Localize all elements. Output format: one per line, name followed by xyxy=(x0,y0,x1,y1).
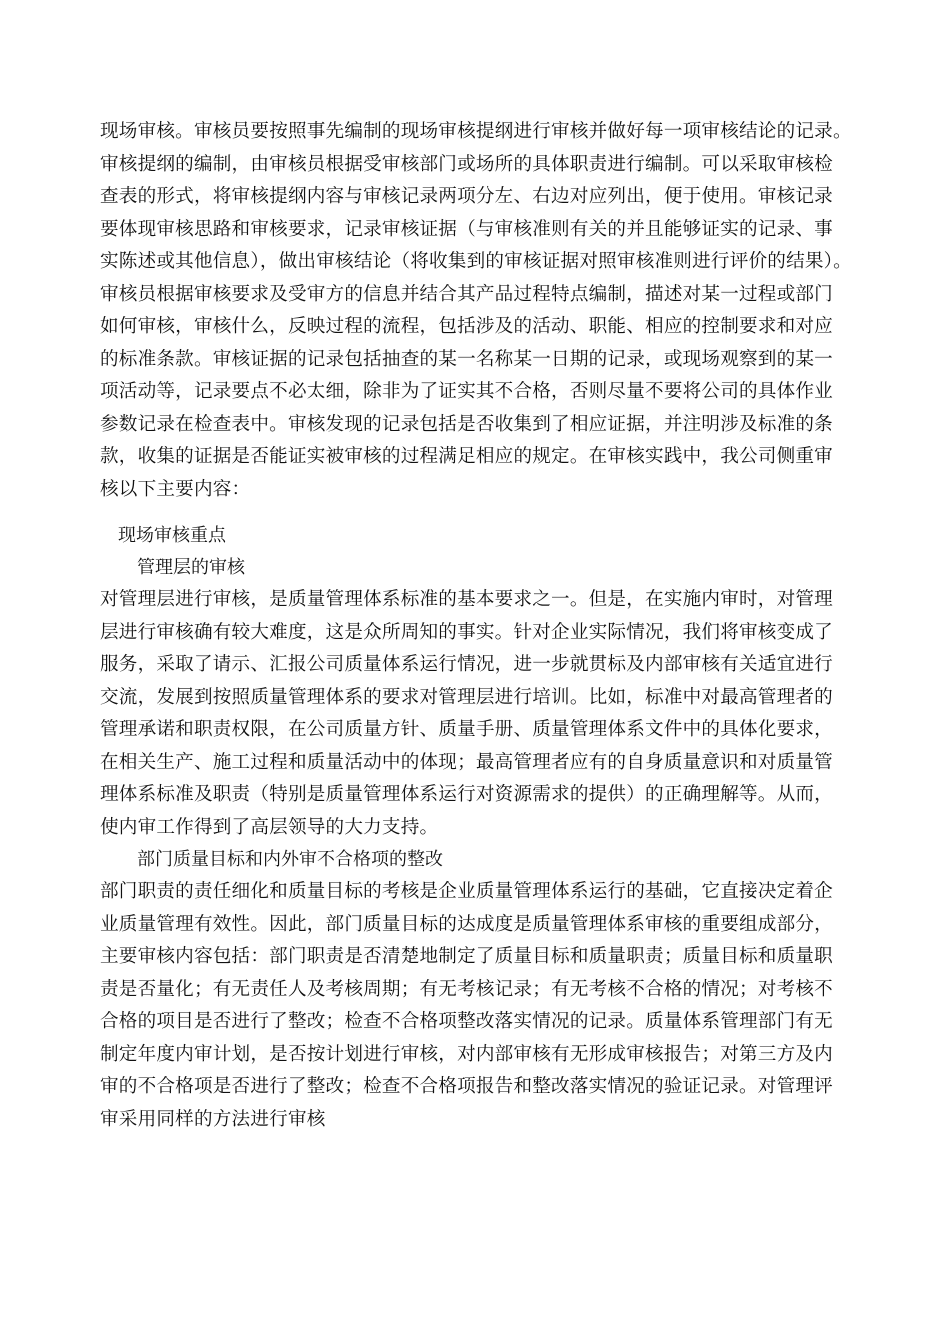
document-page xyxy=(100,116,860,1136)
text-line: 要体现审核思路和审核要求，记录审核证据（与审核准则有关的并且能够证实的记录、事 xyxy=(100,218,833,240)
text-line: 款，收集的证据是否能证实被审核的过程满足相应的规定。在审核实践中，我公司侧重审 xyxy=(100,446,833,467)
text-line: 实陈述或其他信息），做出审核结论（将收集到的审核证据对照审核准则进行评价的结果）。 xyxy=(100,251,852,272)
text-line: 部门职责的责任细化和质量目标的考核是企业质量管理体系运行的基础，它直接决定着企 xyxy=(100,881,833,902)
text-line: 合格的项目是否进行了整改；检查不合格项整改落实情况的记录。质量体系管理部门有无 xyxy=(100,1011,833,1032)
section-heading: 现场审核重点 xyxy=(118,525,226,546)
management-paragraph xyxy=(100,584,860,844)
text-line: 在相关生产、施工过程和质量活动中的体现；最高管理者应有的自身质量意识和对质量管 xyxy=(100,751,833,773)
text-line: 责是否量化；有无责任人及考核周期；有无考核记录；有无考核不合格的情况；对考核不 xyxy=(100,978,833,1000)
text-line: 审的不合格项是否进行了整改；检查不合格项报告和整改落实情况的验证记录。对管理评 xyxy=(100,1076,833,1097)
text-line: 核以下主要内容： xyxy=(100,478,251,500)
text-line: 层进行审核确有较大难度，这是众所周知的事实。针对企业实际情况，我们将审核变成了 xyxy=(100,621,833,643)
text-line: 交流，发展到按照质量管理体系的要求对管理层进行培训。比如，标准中对最高管理者的 xyxy=(100,686,833,708)
subsection-heading-department: 部门质量目标和内外审不合格项的整改 xyxy=(137,849,443,870)
text-line: 业质量管理有效性。因此，部门质量目标的达成度是质量管理体系审核的重要组成部分， xyxy=(100,913,833,935)
text-line: 项活动等，记录要点不必太细，除非为了证实其不合格，否则尽量不要将公司的具体作业 xyxy=(100,381,833,402)
text-line: 审核员根据审核要求及受审方的信息并结合其产品过程特点编制，描述对某一过程或部门 xyxy=(100,283,833,305)
text-line: 使内审工作得到了高层领导的大力支持。 xyxy=(100,816,439,838)
intro-paragraph xyxy=(100,116,860,506)
text-line: 理体系标准及职责（特别是质量管理体系运行对资源需求的提供）的正确理解等。从而， xyxy=(100,784,833,805)
text-line: 审核提纲的编制，由审核员根据受审核部门或场所的具体职责进行编制。可以采取审核检 xyxy=(100,153,833,175)
text-line: 审采用同样的方法进行审核 xyxy=(100,1108,326,1130)
text-line: 现场审核。审核员要按照事先编制的现场审核提纲进行审核并做好每一项审核结论的记录。 xyxy=(100,121,852,142)
text-line: 参数记录在检查表中。审核发现的记录包括是否收集到了相应证据，并注明涉及标准的条 xyxy=(100,413,833,435)
text-line: 主要审核内容包括：部门职责是否清楚地制定了质量目标和质量职责；质量目标和质量职 xyxy=(100,946,833,967)
text-line: 管理承诺和职责权限，在公司质量方针、质量手册、质量管理体系文件中的具体化要求， xyxy=(100,719,833,740)
text-line: 对管理层进行审核，是质量管理体系标准的基本要求之一。但是，在实施内审时，对管理 xyxy=(100,589,833,610)
text-line: 服务，采取了请示、汇报公司质量体系运行情况，进一步就贯标及内部审核有关适宜进行 xyxy=(100,654,833,675)
text-line: 制定年度内审计划，是否按计划进行审核，对内部审核有无形成审核报告；对第三方及内 xyxy=(100,1043,833,1065)
subsection-heading-management: 管理层的审核 xyxy=(137,557,245,578)
department-paragraph xyxy=(100,876,860,1136)
text-line: 的标准条款。审核证据的记录包括抽查的某一名称某一日期的记录，或现场观察到的某一 xyxy=(100,348,833,370)
text-line: 如何审核，审核什么，反映过程的流程，包括涉及的活动、职能、相应的控制要求和对应 xyxy=(100,316,833,337)
text-line: 查表的形式，将审核提纲内容与审核记录两项分左、右边对应列出，便于使用。审核记录 xyxy=(100,186,833,207)
